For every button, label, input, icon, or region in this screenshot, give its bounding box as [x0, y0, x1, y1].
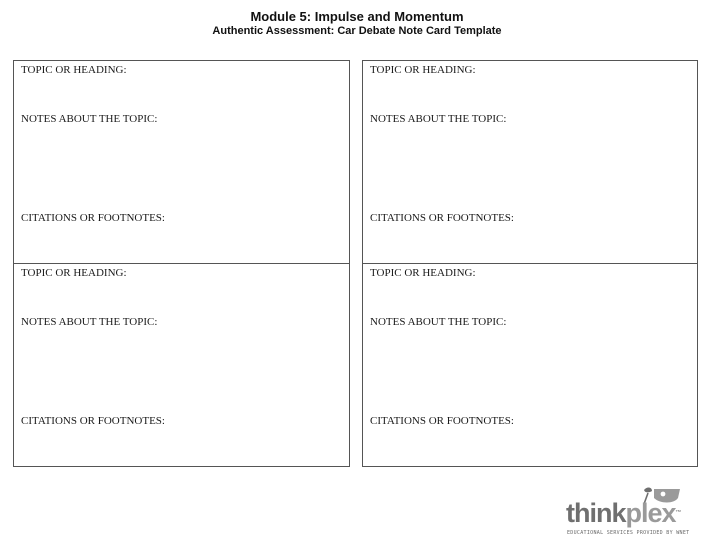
note-card-2	[362, 60, 698, 264]
citations-label: CITATIONS OR FOOTNOTES:	[370, 212, 514, 224]
logo-word-plex: plex	[625, 498, 676, 528]
citations-label: CITATIONS OR FOOTNOTES:	[21, 212, 165, 224]
citations-label: CITATIONS OR FOOTNOTES:	[370, 415, 514, 427]
topic-label: TOPIC OR HEADING:	[21, 64, 127, 76]
note-card-4	[362, 263, 698, 467]
logo-word-think: think	[566, 498, 626, 528]
topic-label: TOPIC OR HEADING:	[370, 64, 476, 76]
logo-wordmark	[566, 498, 681, 528]
notes-label: NOTES ABOUT THE TOPIC:	[21, 316, 158, 328]
note-card-3	[13, 263, 350, 467]
notes-label: NOTES ABOUT THE TOPIC:	[370, 113, 507, 125]
trademark-mark: ™	[675, 510, 681, 516]
topic-label: TOPIC OR HEADING:	[370, 267, 476, 279]
logo-tagline: EDUCATIONAL SERVICES PROVIDED BY WNET	[567, 530, 690, 536]
page-header	[0, 9, 714, 38]
notes-label: NOTES ABOUT THE TOPIC:	[370, 316, 507, 328]
notes-label: NOTES ABOUT THE TOPIC:	[21, 113, 158, 125]
page-title: Module 5: Impulse and Momentum	[250, 9, 464, 24]
page-subtitle: Authentic Assessment: Car Debate Note Card Template	[212, 25, 502, 37]
note-card-1	[13, 60, 350, 264]
topic-label: TOPIC OR HEADING:	[21, 267, 127, 279]
thinkplex-logo	[566, 484, 694, 542]
citations-label: CITATIONS OR FOOTNOTES:	[21, 415, 165, 427]
